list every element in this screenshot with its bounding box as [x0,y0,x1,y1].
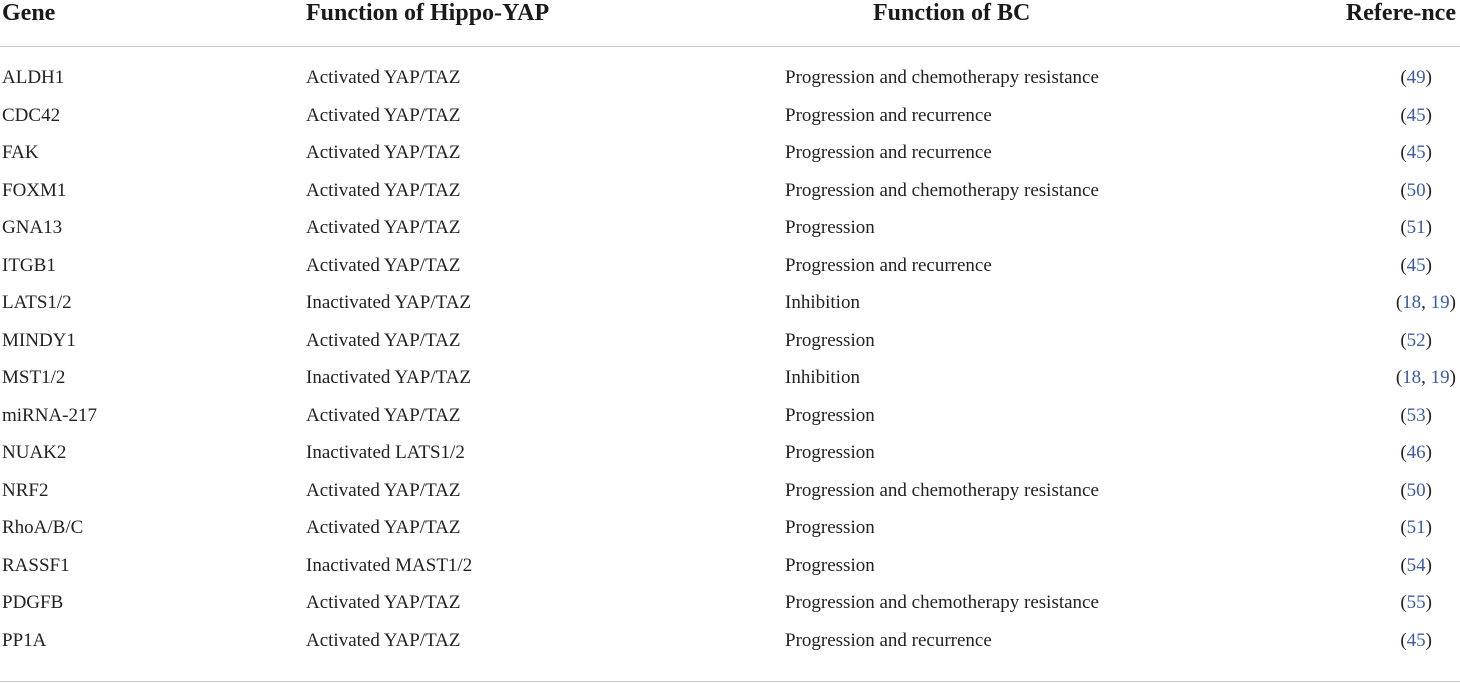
table-row [0,134,1460,172]
table-row [0,59,1460,97]
header-gene: Gene [2,0,56,26]
reference-link[interactable]: 45 [1406,142,1426,163]
bottom-rule [0,681,1460,682]
cell-reference: (45) [1400,104,1432,126]
cell-gene: GNA13 [2,217,63,238]
table-row [0,547,1460,585]
cell-hippo-function: Activated YAP/TAZ [306,179,461,201]
cell-hippo-function: Activated YAP/TAZ [306,479,461,501]
table-row [0,209,1460,247]
cell-hippo-function: Activated YAP/TAZ [306,104,461,126]
table-row [0,322,1460,360]
cell-bc-function: Progression and recurrence [785,142,992,163]
reference-link[interactable]: 55 [1406,592,1426,613]
reference-link[interactable]: 46 [1406,442,1426,463]
cell-bc-function: Progression and chemotherapy resistance [785,179,1099,201]
cell-gene: NUAK2 [2,442,67,463]
reference-link[interactable]: 50 [1406,479,1426,501]
reference-link[interactable]: 18 [1402,367,1422,388]
cell-hippo-function: Activated YAP/TAZ [306,67,461,88]
cell-bc-function: Progression and chemotherapy resistance [785,479,1099,501]
table-row [0,397,1460,435]
cell-reference: (45) [1400,254,1432,276]
cell-bc-function: Progression and chemotherapy resistance [785,592,1099,613]
cell-gene: FAK [2,142,39,163]
reference-link[interactable]: 51 [1406,517,1426,538]
table-row [0,359,1460,397]
cell-bc-function: Progression and chemotherapy resistance [785,67,1099,88]
cell-reference: (46) [1400,442,1432,463]
cell-gene: RASSF1 [2,554,70,576]
cell-gene: MST1/2 [2,367,66,388]
table-row [0,172,1460,210]
cell-gene: FOXM1 [2,179,67,201]
cell-hippo-function: Inactivated YAP/TAZ [306,367,472,388]
cell-hippo-function: Activated YAP/TAZ [306,629,461,651]
cell-gene: PDGFB [2,592,64,613]
table-row [0,97,1460,135]
reference-link[interactable]: 45 [1406,104,1426,126]
reference-link[interactable]: 18 [1402,292,1422,313]
cell-hippo-function: Activated YAP/TAZ [306,142,461,163]
cell-reference: (53) [1400,404,1432,426]
table-row [0,434,1460,472]
cell-bc-function: Progression [785,329,875,351]
cell-hippo-function: Activated YAP/TAZ [306,217,461,238]
reference-link[interactable]: 19 [1430,292,1450,313]
header-hippo-function: Function of Hippo-YAP [306,0,550,26]
cell-bc-function: Inhibition [785,367,860,388]
reference-link[interactable]: 49 [1406,67,1426,88]
table-row [0,284,1460,322]
reference-link[interactable]: 50 [1406,179,1426,201]
reference-link[interactable]: 45 [1406,254,1426,276]
cell-reference: (18, 19) [1395,367,1456,388]
cell-bc-function: Progression and recurrence [785,629,992,651]
cell-hippo-function: Activated YAP/TAZ [306,404,461,426]
cell-hippo-function: Activated YAP/TAZ [306,517,461,538]
table-row [0,247,1460,285]
reference-link[interactable]: 53 [1406,404,1426,426]
cell-gene: ITGB1 [2,254,56,276]
cell-reference: (51) [1400,517,1432,538]
cell-gene: ALDH1 [2,67,65,88]
cell-bc-function: Progression [785,442,875,463]
reference-link[interactable]: 51 [1406,217,1426,238]
cell-reference: (51) [1400,217,1432,238]
cell-bc-function: Progression [785,517,875,538]
cell-hippo-function: Inactivated YAP/TAZ [306,292,472,313]
cell-hippo-function: Activated YAP/TAZ [306,592,461,613]
cell-gene: MINDY1 [2,329,76,351]
reference-link[interactable]: 45 [1406,629,1426,651]
cell-reference: (18, 19) [1395,292,1456,313]
table-row [0,622,1460,660]
table-row [0,472,1460,510]
cell-reference: (50) [1400,179,1432,201]
cell-hippo-function: Inactivated LATS1/2 [306,442,465,463]
cell-hippo-function: Activated YAP/TAZ [306,254,461,276]
cell-reference: (45) [1400,142,1432,163]
cell-hippo-function: Inactivated MAST1/2 [306,554,473,576]
cell-bc-function: Progression and recurrence [785,254,992,276]
header-reference: Refere-nce [1345,0,1456,26]
cell-bc-function: Progression and recurrence [785,104,992,126]
cell-bc-function: Inhibition [785,292,860,313]
header-bc-function: Function of BC [873,0,1031,26]
reference-link[interactable]: 54 [1406,554,1426,576]
cell-gene: RhoA/B/C [2,517,84,538]
cell-reference: (45) [1400,629,1432,651]
cell-hippo-function: Activated YAP/TAZ [306,329,461,351]
cell-gene: miRNA-217 [2,404,97,426]
cell-gene: LATS1/2 [2,292,72,313]
cell-reference: (54) [1400,554,1432,576]
cell-reference: (49) [1400,67,1432,88]
reference-link[interactable]: 19 [1430,367,1450,388]
table-row [0,584,1460,622]
table-body [0,59,1460,659]
table-header [0,0,1460,46]
reference-link[interactable]: 52 [1406,329,1426,351]
cell-gene: NRF2 [2,479,49,501]
cell-reference: (55) [1400,592,1432,613]
table-row [0,509,1460,547]
cell-reference: (50) [1400,479,1432,501]
cell-gene: PP1A [2,629,47,651]
cell-bc-function: Progression [785,217,875,238]
cell-reference: (52) [1400,329,1432,351]
cell-gene: CDC42 [2,104,61,126]
cell-bc-function: Progression [785,404,875,426]
cell-bc-function: Progression [785,554,875,576]
header-rule [0,46,1460,47]
